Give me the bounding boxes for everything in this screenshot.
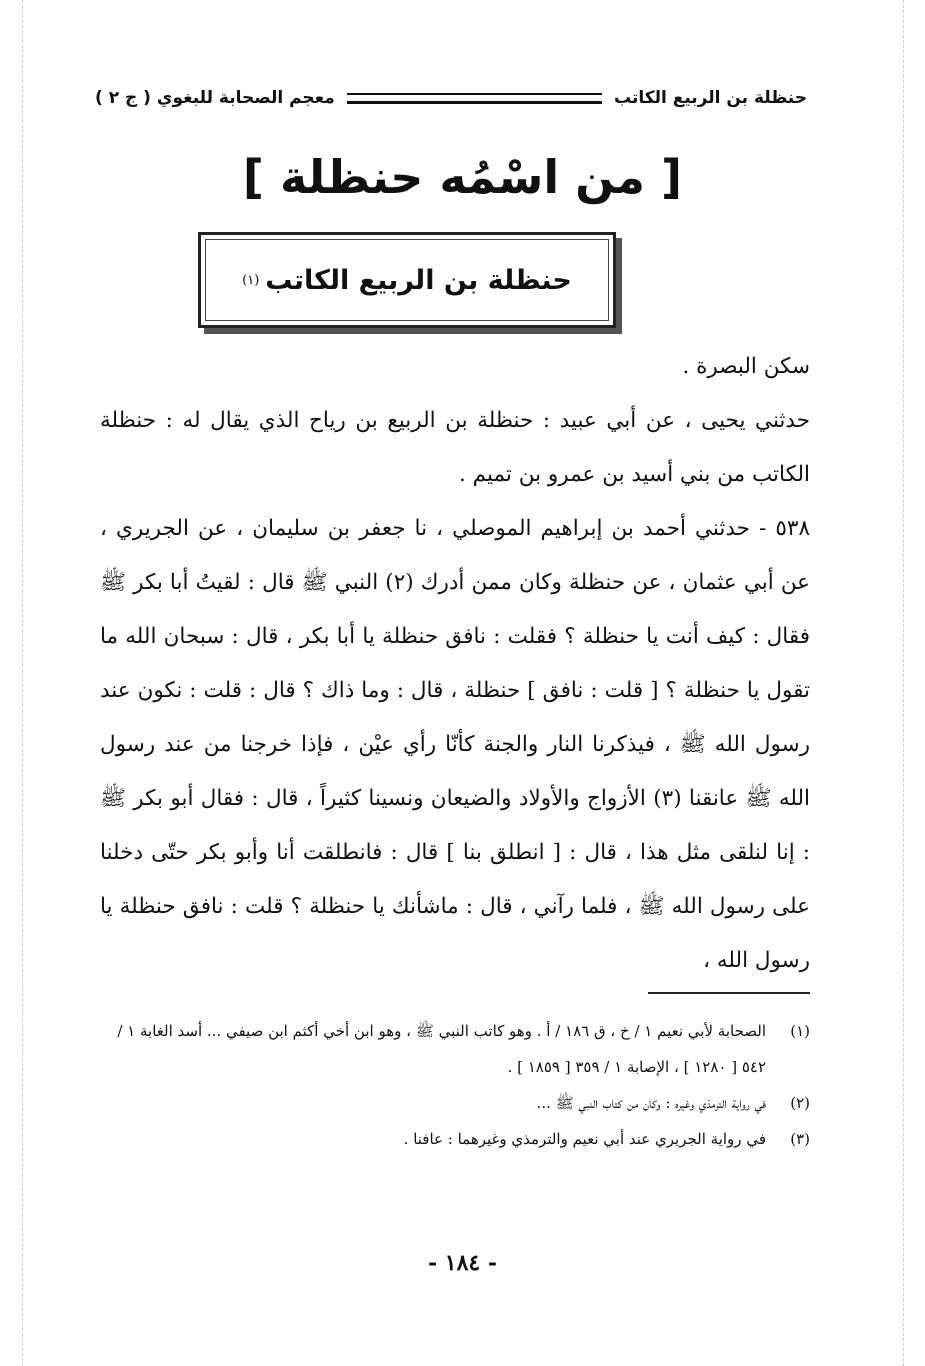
footnotes [110,1013,810,1157]
scan-guide-left [22,0,23,1366]
scan-guide-right [903,0,904,1366]
paragraph-lineage: حدثني يحيى ، عن أبي عبيد : حنظلة بن الربيع بن رياح الذي يقال له : حنظلة الكاتب من بني أسيد بن عمرو بن تميم . [100,408,810,487]
main-text [100,340,810,988]
footnote [110,1013,810,1085]
header-person-name: حنظلة بن الربيع الكاتب [613,88,807,108]
paragraph-residence: سكن البصرة . [682,354,810,379]
page-number: - ١٨٤ - [427,1250,498,1276]
footnote-number: (٢) [790,1094,810,1112]
chapter-heading: [ من اسْمُه حنظلة ] [242,150,683,204]
footnote [110,1085,810,1121]
paragraph-hadith-538: ٥٣٨ - حدثني أحمد بن إبراهيم الموصلي ، نا جعفر بن سليمان ، عن الجريري ، عن أبي عثمان ، عن حنظلة وكان ممن أدرك (٢) النبي ﷺ قال : لقيتُ أبا بكر ﷺ فقال : كيف أنت يا حنظلة ؟ فقلت : نافق حنظلة يا أبا بكر ، قال : سبحان الله ما تقول يا حنظلة ؟ [ قلت : نافق ] حنظلة ، قال : وما ذاك ؟ قال : قلت : نكون عند رسول الله ﷺ ، فيذكرنا النار والجنة كأنّا رأي عيْن ، فإذا خرجنا من عند رسول الله ﷺ عانقنا (٣) الأزواج والأولاد والضيعان ونسينا كثيراً ، قال : فقال أبو بكر ﷺ : إنا لنلقى مثل هذا ، قال : [ انطلق بنا ] قال : فانطلقت أنا وأبو بكر حتّى دخلنا على رسول الله ﷺ ، فلما رآني ، قال : ماشأنك يا حنظلة ؟ قلت : نافق حنظلة يا رسول الله ، [100,516,811,973]
entry-title: حنظلة بن الربيع الكاتب [265,264,572,296]
footnote-text: في رواية الجريري عند أبي نعيم والترمذي وغيرهما : عافنا . [403,1130,766,1148]
footnote-number: (١) [790,1022,810,1040]
footnote-text: الصحابة لأبي نعيم ١ / خ ، ق ١٨٦ / أ . وهو كاتب النبي ﷺ ، وهو ابن أخي أكثم ابن صيفي ... أسد الغابة ١ / ٥٤٢ [ ١٢٨٠ ] ، الإصابة ١ / ٣٥٩ [ ١٨٥٩ ] . [117,1022,766,1076]
footnote-number: (٣) [790,1130,810,1148]
footnote [110,1121,810,1157]
footnote-text: في رواية الترمذي وغيره : وكان من كتاب النبي ﷺ ... [536,1094,766,1112]
entry-title-footnote-ref: (١) [242,272,260,288]
header-book-title: معجم الصحابة للبغوي ( ج ٢ ) [95,88,335,108]
running-header [95,84,807,112]
footnote-separator [648,992,810,994]
entry-title-box [198,232,616,328]
header-rule [347,93,602,104]
